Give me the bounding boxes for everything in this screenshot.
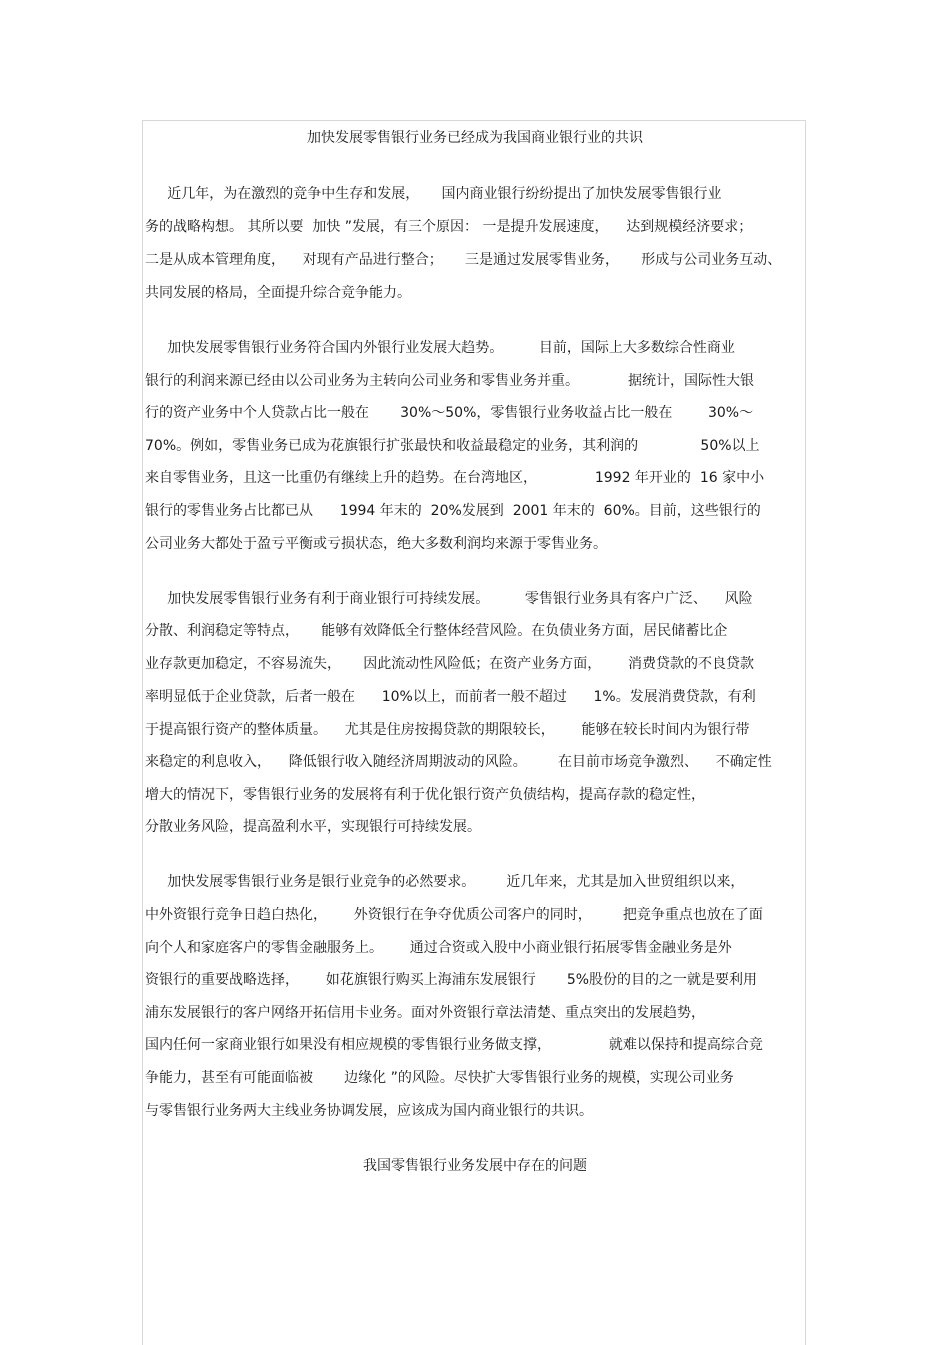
paragraph-1-line-3: 二是从成本管理角度， 对现有产品进行整合； 三是通过发展零售业务， 形成与公司业务互动、 <box>145 252 782 268</box>
paragraph-3-line-2: 分散、利润稳定等特点， 能够有效降低全行整体经营风险。在负债业务方面，居民储蓄比企 <box>145 623 728 639</box>
paragraph-4-line-5: 浦东发展银行的客户网络开拓信用卡业务。面对外资银行章法清楚、重点突出的发展趋势， <box>145 1005 705 1021</box>
paragraph-3-line-5: 于提高银行资产的整体质量。 尤其是住房按揭贷款的期限较长， 能够在较长时间内为银行带 <box>145 722 750 738</box>
paragraph-2-line-6: 银行的零售业务占比都已从 1994 年末的 20%发展到 2001 年末的 60%。目前，这些银行的 <box>145 503 761 519</box>
paragraph-2-line-2: 银行的利润来源已经由以公司业务为主转向公司业务和零售业务并重。 据统计，国际性大银 <box>145 373 754 389</box>
paragraph-3-line-7: 增大的情况下，零售银行业务的发展将有利于优化银行资产负债结构，提高存款的稳定性， <box>145 787 705 803</box>
paragraph-3-line-6: 来稳定的利息收入， 降低银行收入随经济周期波动的风险。 在目前市场竞争激烈、 不确定性 <box>145 754 772 770</box>
paragraph-4-line-7: 争能力，甚至有可能面临被 边缘化 ”的风险。尽快扩大零售银行业务的规模，实现公司业务 <box>145 1070 734 1086</box>
paragraph-4-line-2: 中外资银行竞争日趋白热化， 外资银行在争夺优质公司客户的同时， 把竞争重点也放在了面 <box>145 907 763 923</box>
paragraph-2-line-5: 来自零售业务，且这一比重仍有继续上升的趋势。在台湾地区， 1992 年开业的 16 家中小 <box>145 470 765 486</box>
section-subheading: 我国零售银行业务发展中存在的问题 <box>363 1158 587 1174</box>
paragraph-1-line-1: 近几年，为在激烈的竞争中生存和发展， 国内商业银行纷纷提出了加快发展零售银行业 <box>145 186 722 202</box>
paragraph-1-line-2: 务的战略构想。 其所以要 加快 ”发展，有三个原因： 一是提升发展速度， 达到规模经济要求； <box>145 219 753 235</box>
paragraph-4-line-8: 与零售银行业务两大主线业务协调发展，应该成为国内商业银行的共识。 <box>145 1103 593 1119</box>
paragraph-2-line-1: 加快发展零售银行业务符合国内外银行业发展大趋势。 目前，国际上大多数综合性商业 <box>145 340 735 356</box>
paragraph-2-line-4: 70%。例如，零售业务已成为花旗银行扩张最快和收益最稳定的业务，其利润的 50%以上 <box>145 438 760 454</box>
paragraph-1-line-4: 共同发展的格局，全面提升综合竞争能力。 <box>145 285 411 301</box>
paragraph-4-line-3: 向个人和家庭客户的零售金融服务上。 通过合资或入股中小商业银行拓展零售金融业务是外 <box>145 940 732 956</box>
paragraph-4-line-1: 加快发展零售银行业务是银行业竞争的必然要求。 近几年来，尤其是加入世贸组织以来， <box>145 874 745 890</box>
paragraph-4-line-6: 国内任何一家商业银行如果没有相应规模的零售银行业务做支撑， 就难以保持和提高综合竞 <box>145 1037 763 1053</box>
paragraph-4-line-4: 资银行的重要战略选择， 如花旗银行购买上海浦东发展银行 5%股份的目的之一就是要利用 <box>145 972 758 988</box>
paragraph-3-line-4: 率明显低于企业贷款，后者一般在 10%以上，而前者一般不超过 1%。发展消费贷款，有利 <box>145 689 756 705</box>
paragraph-3-line-1: 加快发展零售银行业务有利于商业银行可持续发展。 零售银行业务具有客户广泛、 风险 <box>145 591 753 607</box>
paragraph-2-line-3: 行的资产业务中个人贷款占比一般在 30%～50%，零售银行业务收益占比一般在 30%～ <box>145 405 754 421</box>
document-title: 加快发展零售银行业务已经成为我国商业银行业的共识 <box>307 130 643 146</box>
paragraph-2-line-7: 公司业务大都处于盈亏平衡或亏损状态，绝大多数利润均来源于零售业务。 <box>145 536 607 552</box>
paragraph-3-line-3: 业存款更加稳定，不容易流失， 因此流动性风险低；在资产业务方面， 消费贷款的不良贷款 <box>145 656 754 672</box>
paragraph-3-line-8: 分散业务风险，提高盈利水平，实现银行可持续发展。 <box>145 819 481 835</box>
